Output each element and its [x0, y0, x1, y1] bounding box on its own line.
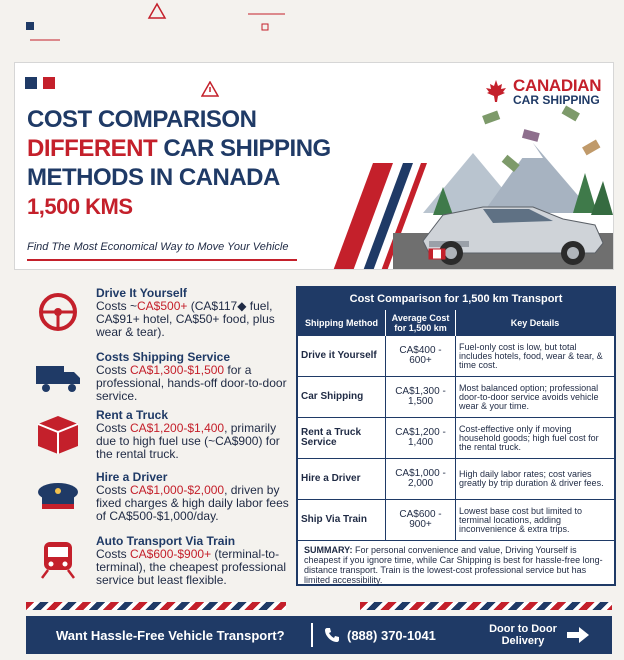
- table-row-details: Lowest base cost but limited to terminal locations, adding inconvenience & extra trips.: [456, 500, 614, 541]
- steering-wheel-icon: [34, 292, 82, 332]
- comparison-table: [296, 286, 616, 586]
- method-title: Costs Shipping Service: [96, 350, 231, 364]
- logo-line-2: CAR SHIPPING: [513, 92, 600, 107]
- table-row-method: Hire a Driver: [298, 459, 386, 500]
- table-grid: [298, 310, 614, 541]
- title-line-2: [27, 134, 367, 163]
- table-row-cost: CA$1,000 - 2,000: [386, 459, 456, 500]
- table-row-cost: CA$1,300 - 1,500: [386, 377, 456, 418]
- method-rent-truck: [26, 408, 296, 468]
- header-cost: Average Cost for 1,500 km: [386, 310, 456, 336]
- subtitle: Find The Most Economical Way to Move Your Vehicle: [27, 241, 289, 253]
- table-row-details: High daily labor rates; cost varies greatly by trip duration & driver fees.: [456, 459, 614, 500]
- method-desc: Costs ~CA$500+ (CA$117◆ fuel, CA$91+ hotel, CA$50+ food, plus wear & tear).: [96, 299, 275, 339]
- method-desc: Costs CA$1,300-$1,500 for a professional, hands-off door-to-door service.: [96, 363, 287, 403]
- car-illustration: [333, 103, 613, 270]
- table-title: Cost Comparison for 1,500 km Transport: [298, 288, 614, 310]
- subtitle-underline: [27, 259, 297, 261]
- logo-line-1: CANADIAN: [513, 75, 602, 95]
- header-details: Key Details: [456, 310, 614, 336]
- footer-banner: [26, 616, 612, 654]
- table-row-details: Cost-effective only if moving household goods; high fuel cost for the rental truck.: [456, 418, 614, 459]
- method-title: Hire a Driver: [96, 470, 168, 484]
- driver-cap-icon: [34, 476, 82, 516]
- hero-banner: [14, 62, 614, 270]
- footer-cta: Want Hassle-Free Vehicle Transport?: [56, 627, 285, 643]
- summary-text: For personal convenience and value, Driving Yourself is cheapest if you ignore time, while Car Shipping is best for hassle-free long-distance transport. Train is the lowest-cost professional service but has limited accessibility.: [304, 545, 603, 585]
- method-hire-driver: [26, 470, 296, 532]
- table-row-method: Rent a Truck Service: [298, 418, 386, 459]
- phone-number: (888) 370-1041: [347, 627, 436, 643]
- table-row-details: Most balanced option; professional door-to-door service avoids vehicle wear & your time.: [456, 377, 614, 418]
- title-line-3: METHODS IN CANADA: [27, 164, 280, 191]
- decorative-flag-squares: [25, 75, 85, 99]
- phone-icon: [323, 626, 341, 644]
- train-icon: [34, 540, 82, 580]
- title-red-word: DIFFERENT: [27, 135, 158, 162]
- maple-leaf-icon: [483, 78, 509, 104]
- decorative-stripe-left: [26, 602, 286, 610]
- method-title: Rent a Truck: [96, 408, 169, 422]
- table-row-details: Fuel-only cost is low, but total includes hotels, food, wear & tear, & time cost.: [456, 336, 614, 377]
- method-drive-yourself: [26, 286, 296, 348]
- truck-icon: [34, 356, 82, 396]
- method-desc: Costs CA$600-$900+ (terminal-to-terminal), the cheapest professional service but least flexible.: [96, 547, 287, 587]
- methods-list: [26, 286, 296, 606]
- table-row-method: Drive it Yourself: [298, 336, 386, 377]
- table-row-method: Car Shipping: [298, 377, 386, 418]
- table-summary: [298, 541, 614, 589]
- summary-label: SUMMARY:: [304, 545, 353, 555]
- method-desc: Costs CA$1,000-$2,000, driven by fixed charges & high daily labor fees of CA$500-$1,000/day.: [96, 483, 289, 523]
- title-line-1: COST COMPARISON: [27, 106, 257, 133]
- header-method: Shipping Method: [298, 310, 386, 336]
- table-row-cost: CA$1,200 - 1,400: [386, 418, 456, 459]
- arrow-right-icon: [567, 627, 589, 643]
- door-to-door-label: Door to Door Delivery: [489, 623, 557, 647]
- phone-link[interactable]: [323, 626, 483, 644]
- table-row-cost: CA$600 - 900+: [386, 500, 456, 541]
- method-desc: Costs CA$1,200-$1,400, primarily due to high fuel use (~CA$900) for the rental truck.: [96, 421, 280, 461]
- table-row-method: Ship Via Train: [298, 500, 386, 541]
- table-row-cost: CA$400 - 600+: [386, 336, 456, 377]
- method-title: Drive It Yourself: [96, 286, 187, 300]
- method-train: [26, 534, 296, 604]
- decorative-top-shapes: [0, 0, 400, 62]
- method-title: Auto Transport Via Train: [96, 534, 236, 548]
- warning-icon: [201, 81, 219, 97]
- decorative-stripe-right: [360, 602, 612, 610]
- title-distance: 1,500 KMS: [27, 194, 133, 219]
- page-title: [27, 105, 367, 221]
- box-icon: [34, 414, 82, 454]
- method-shipping-service: [26, 350, 296, 406]
- title-line-2-rest: CAR SHIPPING: [157, 135, 331, 162]
- footer-divider: [311, 623, 313, 647]
